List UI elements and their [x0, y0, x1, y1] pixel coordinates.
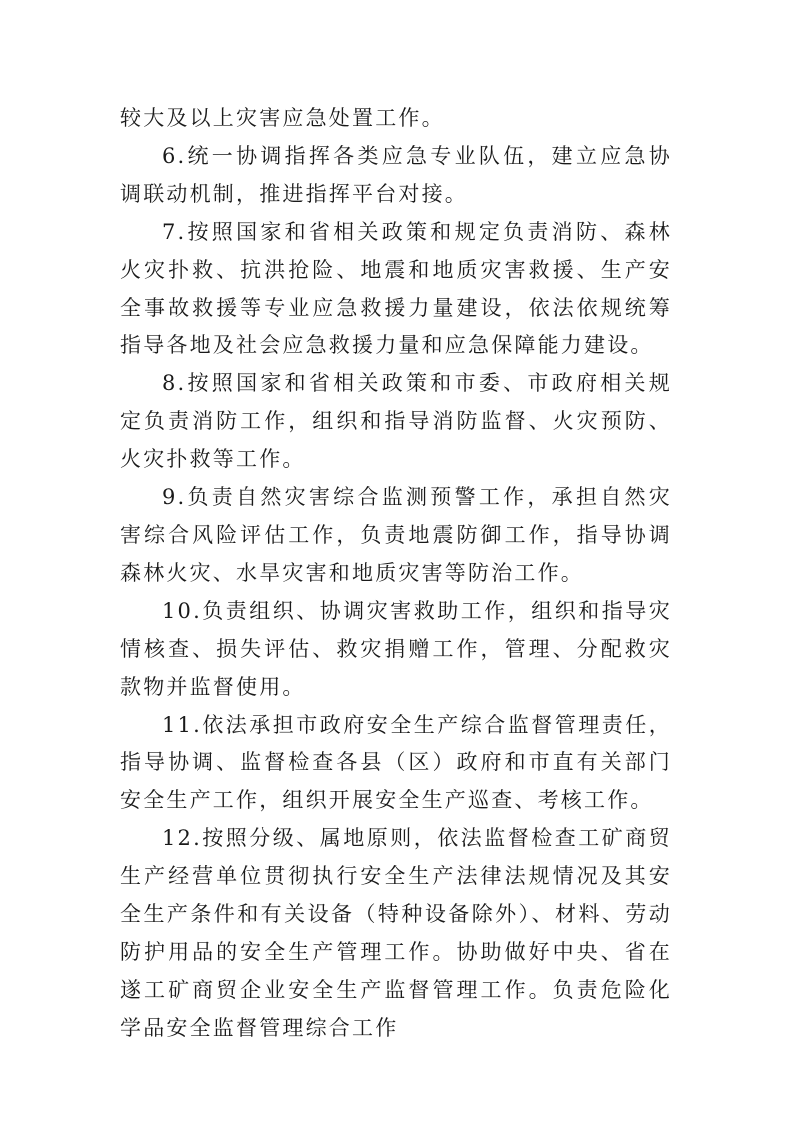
paragraph-item-6: 6.统一协调指挥各类应急专业队伍，建立应急协调联动机制，推进指挥平台对接。: [120, 143, 672, 206]
paragraph-item-7: 7.按照国家和省相关政策和规定负责消防、森林火灾扑救、抗洪抢险、地震和地质灾害救援、生产安全事故救援等专业应急救援力量建设，依法依规统筹指导各地及社会应急救援力量和应急保障能力建设。: [120, 219, 672, 358]
paragraph-item-10: 10.负责组织、协调灾害救助工作，组织和指导灾情核查、损失评估、救灾捐赠工作，管理、分配救灾款物并监督使用。: [120, 598, 672, 699]
paragraph-item-11: 11.依法承担市政府安全生产综合监督管理责任，指导协调、监督检查各县（区）政府和市直有关部门安全生产工作，组织开展安全生产巡查、考核工作。: [120, 712, 672, 813]
paragraph-continued: 较大及以上灾害应急处置工作。: [120, 106, 445, 130]
paragraph-item-8: 8.按照国家和省相关政策和市委、市政府相关规定负责消防工作，组织和指导消防监督、火灾预防、火灾扑救等工作。: [120, 371, 672, 472]
paragraph-item-9: 9.负责自然灾害综合监测预警工作，承担自然灾害综合风险评估工作，负责地震防御工作，指导协调森林火灾、水旱灾害和地质灾害等防治工作。: [120, 485, 672, 585]
document-body: [120, 100, 672, 1048]
paragraph-item-12: 12.按照分级、属地原则，依法监督检查工矿商贸生产经营单位贯彻执行安全生产法律法规情况及其安全生产条件和有关设备（特种设备除外）、材料、劳动防护用品的安全生产管理工作。协助做好中央、省在遂工矿商贸企业安全生产监督管理工作。负责危险化学品安全监督管理综合工作: [120, 826, 672, 1040]
